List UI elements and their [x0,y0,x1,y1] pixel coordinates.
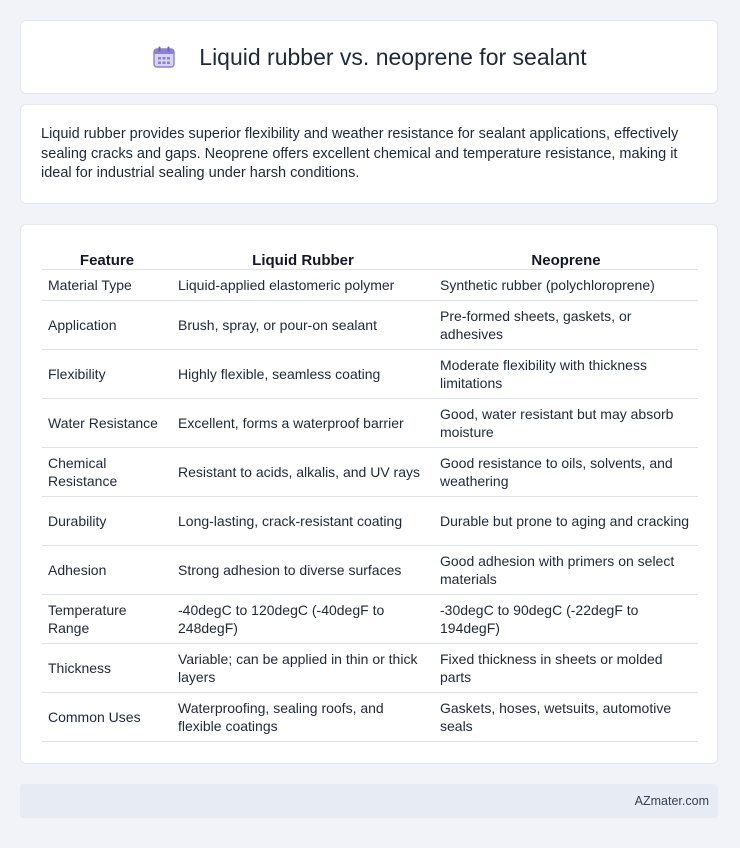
cell-neoprene: Synthetic rubber (polychloroprene) [434,270,698,301]
table-row [42,301,698,350]
cell-liquid-rubber: Resistant to acids, alkalis, and UV rays [172,448,434,497]
cell-liquid-rubber: Brush, spray, or pour-on sealant [172,301,434,350]
table-header-row [42,247,698,270]
cell-liquid-rubber: Long-lasting, crack-resistant coating [172,497,434,546]
cell-feature: Common Uses [42,693,172,742]
cell-liquid-rubber: Waterproofing, sealing roofs, and flexible coatings [172,693,434,742]
summary-text: Liquid rubber provides superior flexibility and weather resistance for sealant applications, effectively sealing cracks and gaps. Neoprene offers excellent chemical and temperature resistance, making it ideal for industrial sealing under harsh conditions. [41,126,679,181]
cell-feature: Thickness [42,644,172,693]
cell-neoprene: Good resistance to oils, solvents, and weathering [434,448,698,497]
cell-feature: Material Type [42,270,172,301]
comparison-table-card [20,224,718,764]
page-title: Liquid rubber vs. neoprene for sealant [199,43,587,70]
summary-card [20,104,718,204]
cell-neoprene: Durable but prone to aging and cracking [434,497,698,546]
cell-feature: Durability [42,497,172,546]
cell-liquid-rubber: Strong adhesion to diverse surfaces [172,546,434,595]
cell-liquid-rubber: Highly flexible, seamless coating [172,350,434,399]
header-liquid-rubber: Liquid Rubber [172,247,434,270]
cell-liquid-rubber: Liquid-applied elastomeric polymer [172,270,434,301]
table-row [42,448,698,497]
cell-neoprene: Fixed thickness in sheets or molded parts [434,644,698,693]
cell-feature: Temperature Range [42,595,172,644]
comparison-table [42,247,698,742]
table-row [42,497,698,546]
table-row [42,350,698,399]
cell-neoprene: Good adhesion with primers on select materials [434,546,698,595]
table-row [42,693,698,742]
cell-feature: Application [42,301,172,350]
cell-feature: Flexibility [42,350,172,399]
cell-neoprene: Good, water resistant but may absorb moisture [434,399,698,448]
footer-bar [20,784,718,818]
header-neoprene: Neoprene [434,247,698,270]
cell-neoprene: -30degC to 90degC (-22degF to 194degF) [434,595,698,644]
calendar-icon [151,44,177,70]
cell-neoprene: Gaskets, hoses, wetsuits, automotive seals [434,693,698,742]
cell-neoprene: Pre-formed sheets, gaskets, or adhesives [434,301,698,350]
title-group [151,44,586,71]
cell-liquid-rubber: Variable; can be applied in thin or thick layers [172,644,434,693]
table-row [42,270,698,301]
cell-feature: Water Resistance [42,399,172,448]
title-card [20,20,718,94]
cell-feature: Adhesion [42,546,172,595]
table-row [42,399,698,448]
cell-liquid-rubber: -40degC to 120degC (-40degF to 248degF) [172,595,434,644]
cell-neoprene: Moderate flexibility with thickness limitations [434,350,698,399]
table-row [42,546,698,595]
cell-liquid-rubber: Excellent, forms a waterproof barrier [172,399,434,448]
footer-brand: AZmater.com [634,794,709,808]
table-row [42,644,698,693]
table-row [42,595,698,644]
header-feature: Feature [42,247,172,270]
cell-feature: Chemical Resistance [42,448,172,497]
